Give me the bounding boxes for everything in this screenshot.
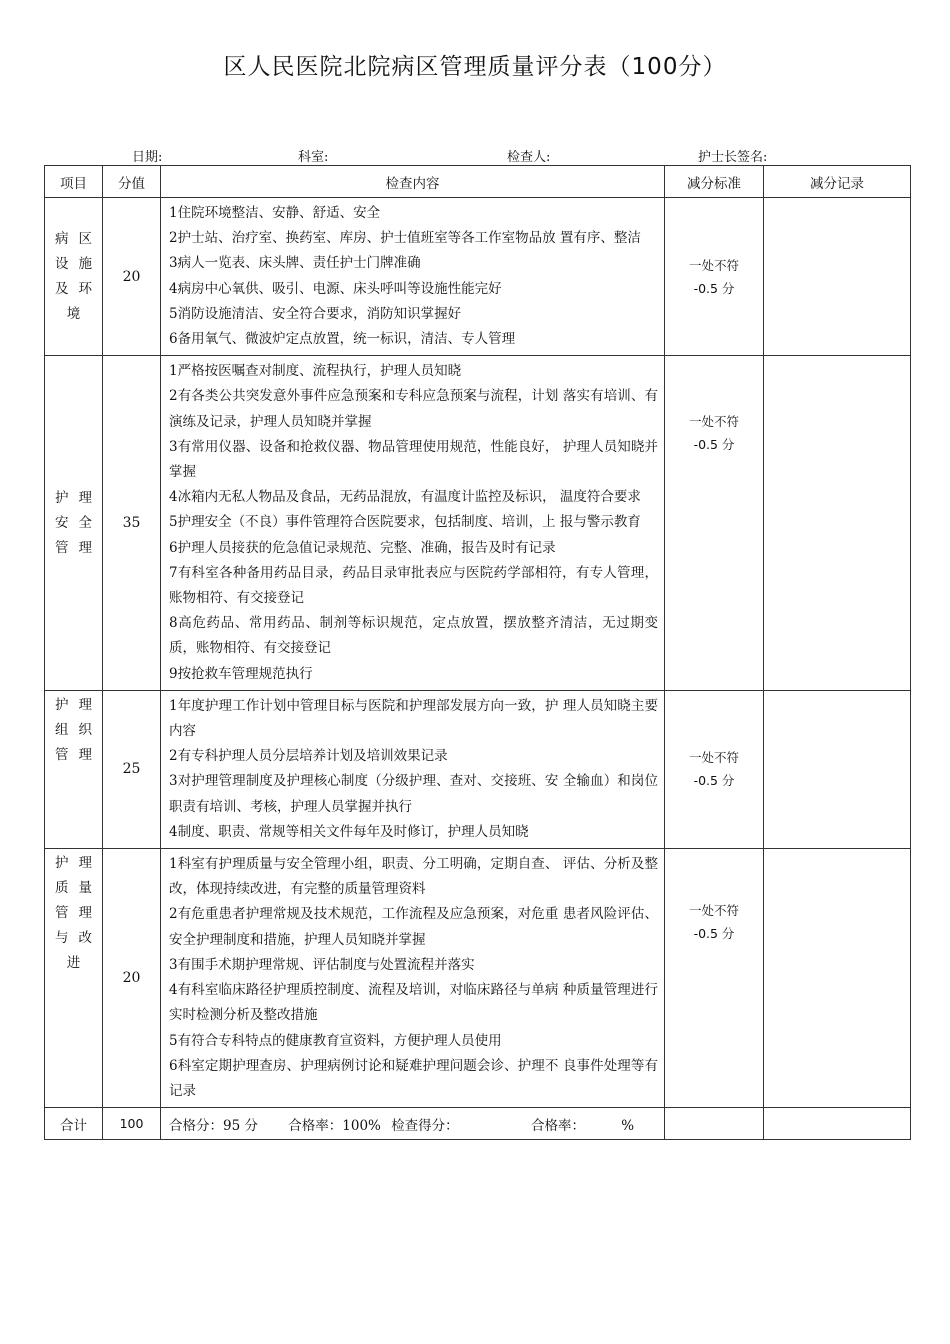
list-item: 1年度护理工作计划中管理目标与医院和护理部发展方向一致，护 理人员知晓主要内容 [169, 697, 658, 740]
category-cell: 护理 组织 管理 [45, 690, 103, 848]
deduct-standard-cell: 一处不符 -0.5 分 [665, 849, 764, 1108]
inspector-field-label[interactable]: 检查人: [507, 150, 551, 165]
deduct-record-cell[interactable] [764, 198, 911, 356]
list-item: 4冰箱内无私人物品及食品，无药品混放，有温度计监控及标识， 温度符合要求 [169, 489, 641, 506]
check-score-label[interactable]: 检查得分： [391, 1117, 459, 1134]
deduct-standard-cell: 一处不符 -0.5 分 [665, 690, 764, 848]
list-item: 2有各类公共突发意外事件应急预案和专科应急预案与流程，计划 落实有培训、有演练及记录，护理人员知晓并掌握 [169, 388, 658, 430]
list-item: 4有科室临床路径护理质控制度、流程及培训，对临床路径与单病 种质量管理进行实时检测分析及整改措施 [169, 982, 658, 1024]
department-field-label[interactable]: 科室: [298, 150, 329, 165]
list-item: 3有常用仪器、设备和抢救仪器、物品管理使用规范，性能良好， 护理人员知晓并掌握 [169, 438, 658, 481]
header-content: 检查内容 [161, 166, 665, 198]
total-label: 合计 [45, 1108, 103, 1140]
deduct-record-cell[interactable] [764, 356, 911, 691]
table-row [45, 690, 911, 848]
table-row [45, 198, 911, 356]
list-item: 8高危药品、常用药品、制剂等标识规范，定点放置，摆放整齐清洁，无过期变质，账物相符、有交接登记 [169, 615, 658, 657]
table-header-row [45, 166, 911, 198]
list-item: 1严格按医嘱查对制度、流程执行，护理人员知晓 [169, 363, 462, 380]
form-meta-row [46, 146, 910, 166]
score-cell: 35 [103, 356, 161, 691]
category-cell: 护理 安全 管理 [45, 356, 103, 691]
list-item: 5消防设施清洁、安全符合要求，消防知识掌握好 [169, 305, 462, 322]
category-cell: 护理 质量 管理 与改 进 [45, 849, 103, 1108]
category-cell: 病区 设施 及环 境 [45, 198, 103, 356]
total-row [45, 1108, 911, 1140]
score-cell: 20 [103, 849, 161, 1108]
list-item: 3有围手术期护理常规、评估制度与处置流程并落实 [169, 956, 475, 973]
content-cell [161, 690, 665, 848]
total-score: 100 [103, 1108, 161, 1140]
pass-rate-requirement-text: 合格率：100% [288, 1117, 381, 1134]
deduct-standard-cell: 一处不符 -0.5 分 [665, 198, 764, 356]
content-cell [161, 849, 665, 1108]
list-item: 1科室有护理质量与安全管理小组，职责、分工明确，定期自查、 评估、分析及整改，体现持续改进，有完整的质量管理资料 [169, 856, 658, 898]
list-item: 4制度、职责、常规等相关文件每年及时修订，护理人员知晓 [169, 823, 529, 840]
header-item: 项目 [45, 166, 103, 198]
content-cell [161, 198, 665, 356]
list-item: 7有科室各种备用药品目录，药品目录审批表应与医院药学部相符，有专人管理，账物相符、有交接登记 [169, 564, 658, 607]
header-deduct-standard: 减分标准 [665, 166, 764, 198]
list-item: 3对护理管理制度及护理核心制度（分级护理、查对、交接班、安 全输血）和岗位职责有培训、考核，护理人员掌握并执行 [169, 773, 658, 815]
deduct-record-cell[interactable] [764, 690, 911, 848]
head-nurse-signature-label[interactable]: 护士长签名: [698, 150, 768, 165]
score-table [44, 165, 911, 1140]
total-standard-cell [665, 1108, 764, 1140]
list-item: 9按抢救车管理规范执行 [169, 665, 313, 682]
table-row [45, 356, 911, 691]
list-item: 6科室定期护理查房、护理病例讨论和疑难护理问题会诊、护理不 良事件处理等有记录 [169, 1057, 658, 1099]
content-cell [161, 356, 665, 691]
header-deduct-record: 减分记录 [764, 166, 911, 198]
list-item: 2有危重患者护理常规及技术规范，工作流程及应急预案，对危重 患者风险评估、安全护理制度和措施，护理人员知晓并掌握 [169, 906, 658, 948]
pass-rate-label[interactable]: 合格率： [530, 1117, 585, 1134]
list-item: 3病人一览表、床头牌、责任护士门牌准确 [169, 255, 421, 272]
page-title: 区人民医院北院病区管理质量评分表（100分） [223, 54, 727, 80]
score-cell: 20 [103, 198, 161, 356]
pass-score-text: 合格分：95 分 [169, 1117, 258, 1134]
deduct-standard-cell: 一处不符 -0.5 分 [665, 356, 764, 691]
date-field-label[interactable]: 日期: [132, 150, 163, 165]
header-score: 分值 [103, 166, 161, 198]
list-item: 2护士站、治疗室、换药室、库房、护士值班室等各工作室物品放 置有序、整洁 [169, 230, 641, 247]
percent-sign: % [621, 1117, 635, 1134]
total-record-cell[interactable] [764, 1108, 911, 1140]
list-item: 5护理安全（不良）事件管理符合医院要求，包括制度、培训，上 报与警示教育 [169, 514, 641, 531]
list-item: 6护理人员接获的危急值记录规范、完整、准确，报告及时有记录 [169, 539, 556, 556]
list-item: 2有专科护理人员分层培养计划及培训效果记录 [169, 748, 448, 765]
list-item: 1住院环境整洁、安静、舒适、安全 [169, 205, 381, 221]
list-item: 6备用氧气、微波炉定点放置，统一标识，清洁、专人管理 [169, 331, 516, 348]
table-row [45, 849, 911, 1108]
score-cell: 25 [103, 690, 161, 848]
deduct-record-cell[interactable] [764, 849, 911, 1108]
list-item: 4病房中心氧供、吸引、电源、床头呼叫等设施性能完好 [169, 280, 502, 297]
list-item: 5有符合专科特点的健康教育宣资料，方便护理人员使用 [169, 1032, 502, 1049]
total-summary-cell [161, 1108, 665, 1140]
